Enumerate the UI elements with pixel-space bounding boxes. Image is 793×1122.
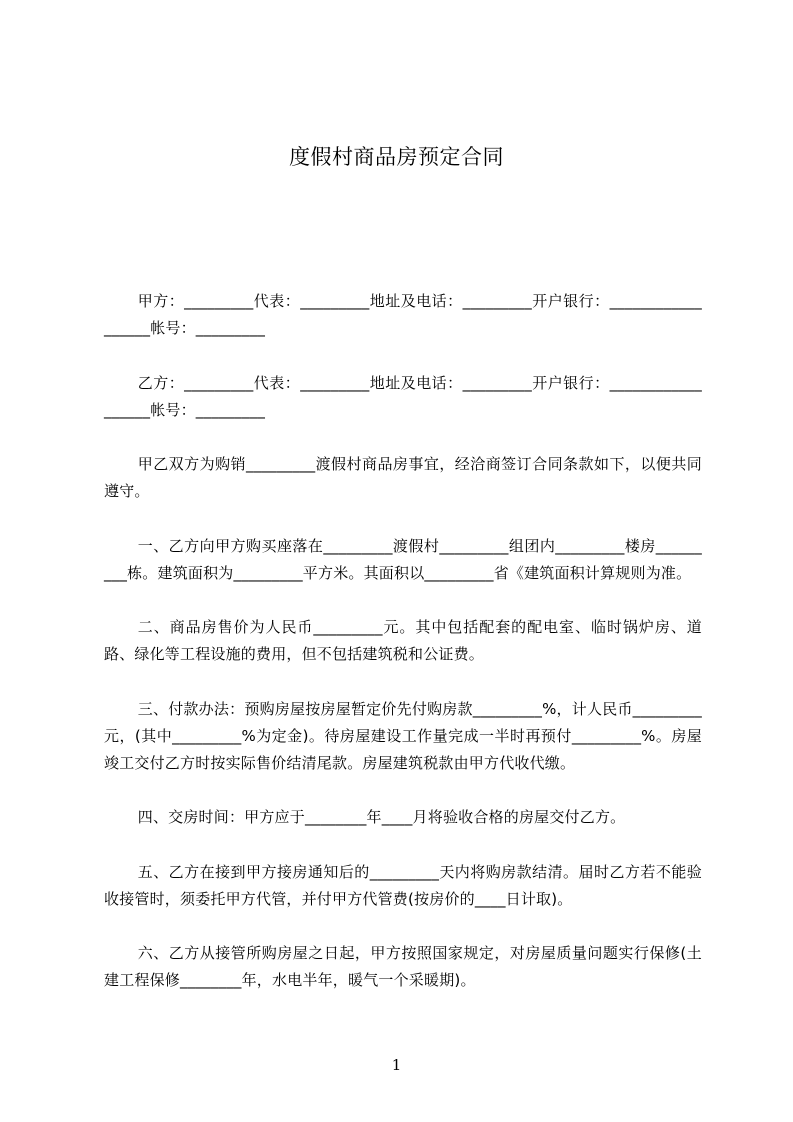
document-title: 度假村商品房预定合同 [289, 145, 504, 169]
clause-5-settlement: 五、乙方在接到甲方接房通知后的_________天内将购房款结清。届时乙方若不能验收接管时，须委托甲方代管，并付甲方代管费(按房价的____日计取)。 [104, 862, 702, 908]
clause-1-purchase: 一、乙方向甲方购买座落在_________渡假村_________组团内_________楼房_________栋。建筑面积为_________平方米。其面积以_________省《建筑面积计算规则为准。 [104, 536, 702, 582]
party-a-info: 甲方：_________代表：_________地址及电话：_________开户银行：__________________帐号：_________ [104, 292, 702, 337]
clause-3-payment: 三、付款办法：预购房屋按房屋暂定价先付购房款_________%，计人民币_________元，(其中_________%为定金)。待房屋建设工作量完成一半时再预付_________%。房屋竣工交付乙方时按实际售价结清尾款。房屋建筑税款由甲方代收代缴。 [104, 699, 702, 772]
clause-2-price: 二、商品房售价为人民币_________元。其中包括配套的配电室、临时锅炉房、道路、绿化等工程设施的费用，但不包括建筑税和公证费。 [104, 618, 702, 663]
contract-body [104, 288, 702, 1022]
contract-preamble: 甲乙双方为购销_________渡假村商品房事宜，经洽商签订合同条款如下，以便共同遵守。 [104, 455, 702, 500]
party-b-info: 乙方：_________代表：_________地址及电话：_________开户银行：__________________帐号：_________ [104, 373, 702, 419]
page-number: 1 [391, 1056, 402, 1074]
clause-4-delivery: 四、交房时间：甲方应于________年____月将验收合格的房屋交付乙方。 [137, 808, 626, 826]
clause-6-warranty: 六、乙方从接管所购房屋之日起，甲方按照国家规定，对房屋质量问题实行保修(土建工程保修________年，水电半年，暖气一个采暖期)。 [104, 944, 702, 989]
